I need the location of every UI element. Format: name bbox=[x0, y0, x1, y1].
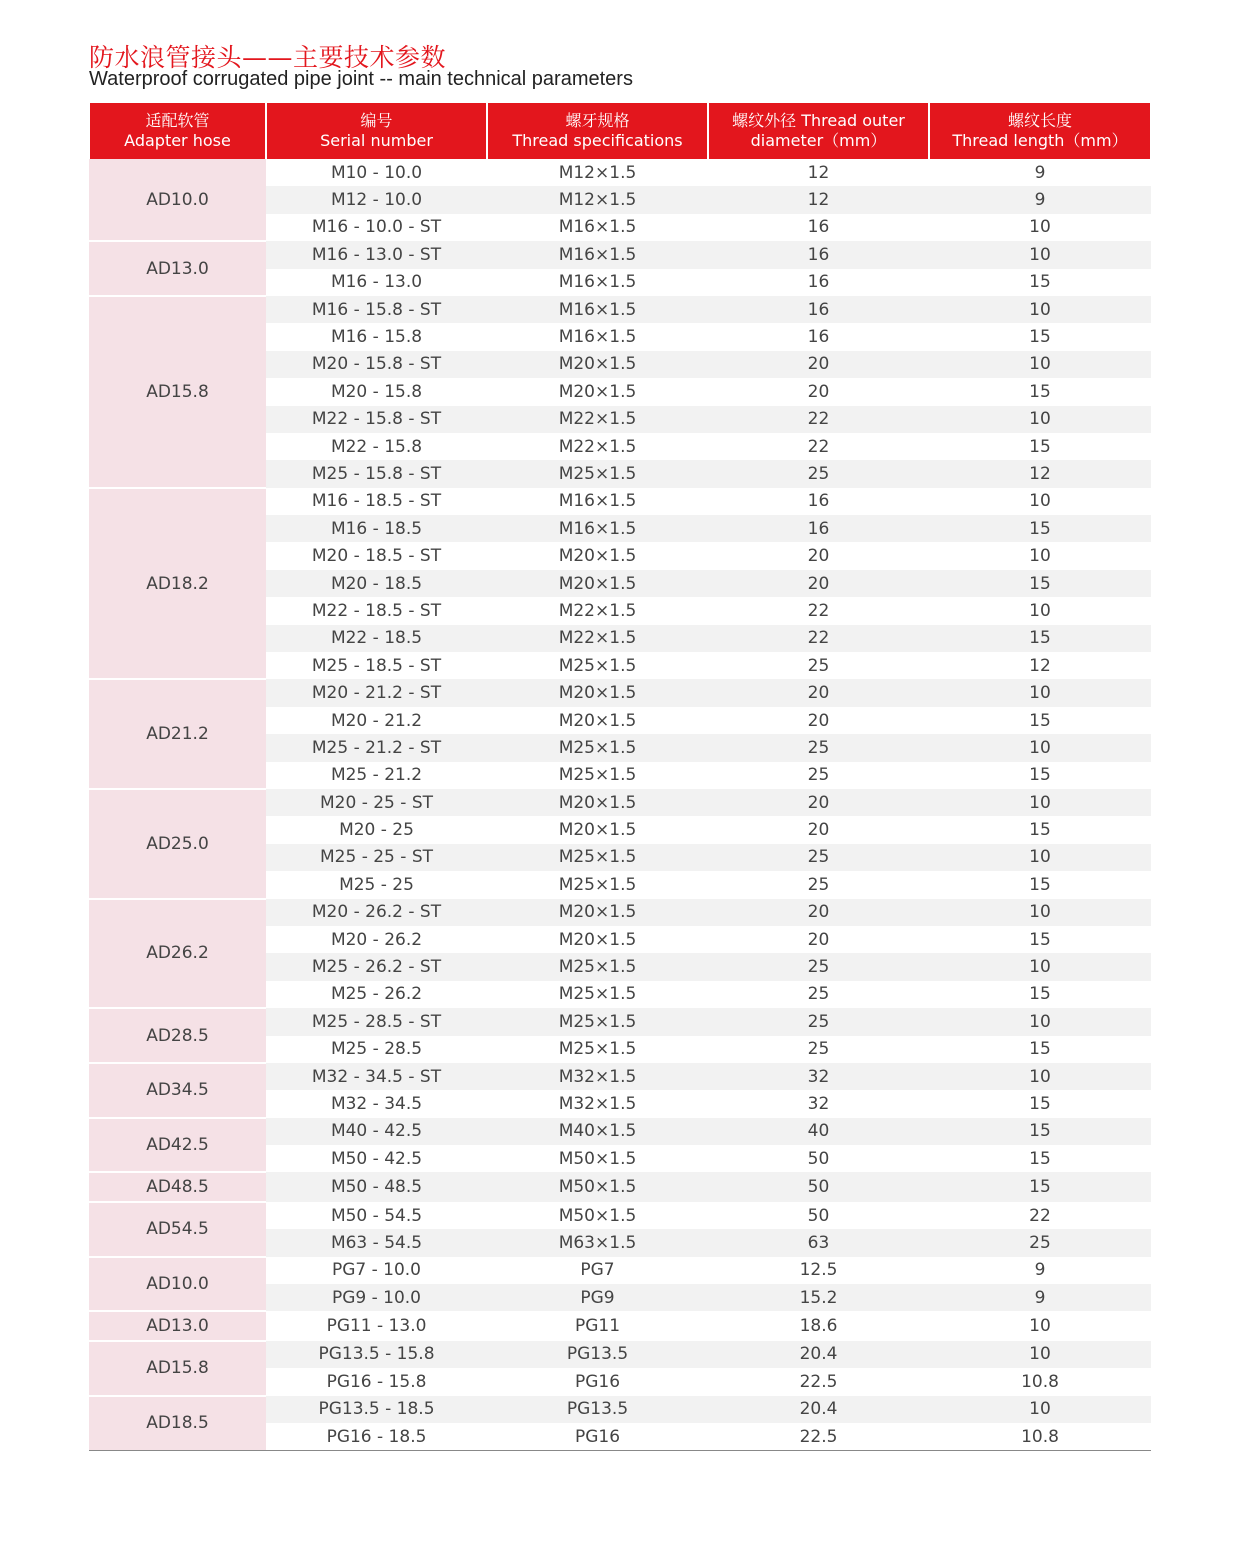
thread-length-cell: 15 bbox=[1029, 381, 1051, 402]
thread-spec-cell: PG13.5 bbox=[487, 1341, 708, 1368]
thread-length-cell: 15 bbox=[1029, 1093, 1051, 1114]
thread-diameter-cell: 25 bbox=[708, 844, 929, 871]
thread-spec-cell: M40×1.5 bbox=[487, 1118, 708, 1145]
serial-number-cell: M16 - 15.8 bbox=[330, 327, 423, 348]
thread-diameter-cell: 22 bbox=[807, 600, 830, 621]
thread-diameter-cell: 25 bbox=[807, 874, 830, 895]
serial-number-cell: M22 - 15.8 - ST bbox=[266, 406, 487, 433]
thread-length-cell: 10.8 bbox=[1021, 1371, 1059, 1392]
thread-length-cell: 10 bbox=[1029, 217, 1051, 238]
thread-spec-cell: M20×1.5 bbox=[487, 789, 708, 816]
thread-spec-cell: M22×1.5 bbox=[558, 436, 637, 457]
adapter-hose-cell: AD48.5 bbox=[89, 1172, 266, 1201]
thread-length-cell: 10 bbox=[929, 899, 1151, 926]
thread-diameter-cell: 12 bbox=[807, 162, 830, 183]
adapter-hose-cell: AD42.5 bbox=[89, 1118, 266, 1173]
thread-spec-cell: M16×1.5 bbox=[487, 296, 708, 323]
thread-spec-cell: M16×1.5 bbox=[487, 515, 708, 542]
thread-length-cell: 10 bbox=[1029, 1316, 1051, 1337]
table-row bbox=[89, 1008, 1151, 1035]
header-cn: 编号 bbox=[360, 111, 393, 130]
thread-diameter-cell: 12.5 bbox=[799, 1260, 838, 1281]
header-cn: 适配软管 bbox=[145, 111, 210, 130]
serial-number-cell: M20 - 18.5 - ST bbox=[311, 546, 442, 567]
header-en: diameter（mm） bbox=[750, 131, 887, 150]
thread-diameter-cell: 25 bbox=[807, 1039, 830, 1060]
table-row bbox=[89, 1341, 1151, 1368]
thread-spec-cell: M20×1.5 bbox=[558, 929, 637, 950]
header-cn: 螺纹长度 bbox=[1007, 111, 1072, 130]
thread-spec-cell: M25×1.5 bbox=[487, 844, 708, 871]
thread-length-cell: 15 bbox=[1029, 710, 1051, 731]
thread-length-cell: 15 bbox=[1029, 929, 1051, 950]
thread-length-cell: 15 bbox=[1029, 327, 1051, 348]
thread-spec-cell: PG13.5 bbox=[487, 1396, 708, 1423]
serial-number-cell: M20 - 15.8 - ST bbox=[266, 351, 487, 378]
thread-diameter-cell: 20 bbox=[708, 679, 929, 706]
serial-number-cell: M20 - 26.2 bbox=[330, 929, 423, 950]
adapter-hose-cell: AD15.8 bbox=[89, 296, 266, 488]
table-row bbox=[89, 679, 1151, 706]
table-row bbox=[89, 1118, 1151, 1145]
thread-length-cell: 10 bbox=[929, 734, 1151, 761]
thread-length-cell: 10.8 bbox=[929, 1423, 1151, 1451]
adapter-hose-cell: AD54.5 bbox=[89, 1202, 266, 1257]
adapter-hose-cell: AD26.2 bbox=[89, 899, 266, 1009]
thread-spec-cell: M16×1.5 bbox=[558, 491, 637, 512]
thread-length-cell: 9 bbox=[929, 186, 1151, 213]
serial-number-cell: M16 - 13.0 bbox=[330, 272, 423, 293]
page-title-cn: 防水浪管接头——主要技术参数 bbox=[89, 43, 447, 72]
thread-length-cell: 10 bbox=[929, 953, 1151, 980]
thread-spec-cell: M12×1.5 bbox=[558, 162, 637, 183]
adapter-hose-cell: AD10.0 bbox=[89, 1257, 266, 1312]
thread-spec-cell: M25×1.5 bbox=[487, 460, 708, 487]
thread-length-cell: 15 bbox=[929, 1172, 1151, 1201]
table-row bbox=[89, 1311, 1151, 1340]
header-en: Serial number bbox=[320, 131, 433, 150]
thread-spec-cell: M50×1.5 bbox=[487, 1172, 708, 1201]
header-thread-length bbox=[929, 103, 1151, 159]
thread-spec-cell: PG16 bbox=[487, 1423, 708, 1451]
thread-diameter-cell: 25 bbox=[807, 655, 830, 676]
thread-spec-cell: M20×1.5 bbox=[558, 381, 637, 402]
thread-diameter-cell: 20 bbox=[807, 381, 830, 402]
header-cn: 螺纹外径 Thread outer bbox=[732, 111, 905, 130]
serial-number-cell: M16 - 18.5 bbox=[266, 515, 487, 542]
serial-number-cell: M25 - 28.5 bbox=[330, 1039, 423, 1060]
thread-diameter-cell: 20.4 bbox=[708, 1396, 929, 1423]
thread-spec-cell: M25×1.5 bbox=[558, 984, 637, 1005]
thread-spec-cell: M16×1.5 bbox=[558, 217, 637, 238]
thread-spec-cell: M20×1.5 bbox=[558, 546, 637, 567]
thread-spec-cell: M25×1.5 bbox=[558, 765, 637, 786]
thread-length-cell: 15 bbox=[1029, 1039, 1051, 1060]
thread-spec-cell: PG9 bbox=[487, 1284, 708, 1311]
thread-spec-cell: M32×1.5 bbox=[558, 1093, 637, 1114]
thread-length-cell: 12 bbox=[929, 460, 1151, 487]
serial-number-cell: M16 - 13.0 - ST bbox=[266, 241, 487, 268]
thread-length-cell: 15 bbox=[1029, 820, 1051, 841]
thread-spec-cell: M20×1.5 bbox=[487, 899, 708, 926]
thread-diameter-cell: 16 bbox=[708, 241, 929, 268]
thread-spec-cell: M20×1.5 bbox=[487, 570, 708, 597]
thread-length-cell: 15 bbox=[1029, 272, 1051, 293]
thread-spec-cell: PG11 bbox=[574, 1316, 621, 1337]
table-body bbox=[89, 159, 1151, 1451]
header-thread-diameter bbox=[708, 103, 929, 159]
table-row bbox=[89, 159, 1151, 186]
thread-length-cell: 10 bbox=[929, 1341, 1151, 1368]
thread-diameter-cell: 50 bbox=[807, 1205, 830, 1226]
serial-number-cell: M16 - 10.0 - ST bbox=[311, 217, 442, 238]
serial-number-cell: PG11 - 13.0 bbox=[326, 1316, 427, 1337]
adapter-hose-cell: AD13.0 bbox=[89, 1311, 266, 1340]
thread-spec-cell: M32×1.5 bbox=[487, 1063, 708, 1090]
table-row bbox=[89, 1202, 1151, 1229]
thread-spec-cell: M12×1.5 bbox=[487, 186, 708, 213]
table-row bbox=[89, 1063, 1151, 1090]
thread-length-cell: 9 bbox=[1034, 1260, 1046, 1281]
thread-spec-cell: M22×1.5 bbox=[558, 600, 637, 621]
serial-number-cell: PG16 - 18.5 bbox=[266, 1423, 487, 1451]
serial-number-cell: PG16 - 15.8 bbox=[326, 1371, 427, 1392]
adapter-hose-cell: AD18.5 bbox=[89, 1396, 266, 1451]
thread-diameter-cell: 20 bbox=[708, 789, 929, 816]
thread-diameter-cell: 16 bbox=[807, 217, 830, 238]
serial-number-cell: PG9 - 10.0 bbox=[266, 1284, 487, 1311]
thread-length-cell: 12 bbox=[1029, 655, 1051, 676]
serial-number-cell: PG13.5 - 15.8 bbox=[266, 1341, 487, 1368]
thread-diameter-cell: 15.2 bbox=[708, 1284, 929, 1311]
serial-number-cell: M25 - 21.2 bbox=[330, 765, 423, 786]
thread-length-cell: 10 bbox=[1029, 546, 1051, 567]
thread-diameter-cell: 32 bbox=[708, 1063, 929, 1090]
adapter-hose-cell: AD10.0 bbox=[89, 159, 266, 241]
thread-diameter-cell: 20 bbox=[807, 820, 830, 841]
adapter-hose-cell: AD18.2 bbox=[89, 488, 266, 680]
thread-spec-cell: M16×1.5 bbox=[558, 272, 637, 293]
serial-number-cell: M50 - 48.5 bbox=[266, 1172, 487, 1201]
thread-length-cell: 10 bbox=[929, 406, 1151, 433]
thread-length-cell: 15 bbox=[1029, 984, 1051, 1005]
thread-length-cell: 9 bbox=[929, 1284, 1151, 1311]
thread-diameter-cell: 22 bbox=[807, 436, 830, 457]
serial-number-cell: M32 - 34.5 - ST bbox=[266, 1063, 487, 1090]
spec-table bbox=[88, 103, 1152, 1451]
serial-number-cell: M25 - 21.2 - ST bbox=[266, 734, 487, 761]
thread-diameter-cell: 50 bbox=[708, 1172, 929, 1201]
thread-length-cell: 10 bbox=[929, 1008, 1151, 1035]
thread-length-cell: 15 bbox=[929, 515, 1151, 542]
thread-spec-cell: M16×1.5 bbox=[487, 241, 708, 268]
thread-spec-cell: M25×1.5 bbox=[558, 874, 637, 895]
thread-spec-cell: M22×1.5 bbox=[487, 406, 708, 433]
thread-length-cell: 10 bbox=[1029, 491, 1051, 512]
thread-spec-cell: M20×1.5 bbox=[558, 710, 637, 731]
table-row bbox=[89, 1257, 1151, 1284]
thread-spec-cell: M20×1.5 bbox=[558, 820, 637, 841]
thread-diameter-cell: 22 bbox=[708, 406, 929, 433]
serial-number-cell: M20 - 26.2 - ST bbox=[266, 899, 487, 926]
thread-spec-cell: M25×1.5 bbox=[487, 734, 708, 761]
thread-diameter-cell: 25 bbox=[708, 1008, 929, 1035]
table-row bbox=[89, 899, 1151, 926]
thread-spec-cell: M25×1.5 bbox=[487, 1008, 708, 1035]
thread-length-cell: 10 bbox=[929, 679, 1151, 706]
thread-diameter-cell: 16 bbox=[708, 515, 929, 542]
serial-number-cell: M20 - 15.8 bbox=[330, 381, 423, 402]
serial-number-cell: M25 - 26.2 - ST bbox=[266, 953, 487, 980]
header-en: Thread specifications bbox=[512, 131, 683, 150]
table-row bbox=[89, 1172, 1151, 1201]
serial-number-cell: M25 - 18.5 - ST bbox=[311, 655, 442, 676]
serial-number-cell: M25 - 15.8 - ST bbox=[266, 460, 487, 487]
thread-length-cell: 10 bbox=[929, 351, 1151, 378]
thread-diameter-cell: 20 bbox=[807, 546, 830, 567]
serial-number-cell: M22 - 18.5 - ST bbox=[311, 600, 442, 621]
serial-number-cell: M20 - 21.2 bbox=[330, 710, 423, 731]
header-en: Adapter hose bbox=[124, 131, 231, 150]
thread-length-cell: 15 bbox=[929, 1118, 1151, 1145]
thread-diameter-cell: 25 bbox=[807, 984, 830, 1005]
thread-diameter-cell: 16 bbox=[807, 491, 830, 512]
thread-length-cell: 15 bbox=[929, 625, 1151, 652]
thread-diameter-cell: 22.5 bbox=[708, 1423, 929, 1451]
thread-spec-cell: M50×1.5 bbox=[558, 1148, 637, 1169]
thread-diameter-cell: 20 bbox=[807, 929, 830, 950]
thread-diameter-cell: 20 bbox=[708, 570, 929, 597]
thread-length-cell: 15 bbox=[1029, 765, 1051, 786]
thread-length-cell: 15 bbox=[1029, 874, 1051, 895]
thread-spec-cell: PG7 bbox=[580, 1260, 615, 1281]
adapter-hose-cell: AD21.2 bbox=[89, 679, 266, 789]
thread-diameter-cell: 20 bbox=[708, 899, 929, 926]
thread-diameter-cell: 50 bbox=[807, 1148, 830, 1169]
serial-number-cell: M22 - 15.8 bbox=[330, 436, 423, 457]
thread-length-cell: 10 bbox=[1029, 600, 1051, 621]
table-row bbox=[89, 789, 1151, 816]
table-row bbox=[89, 241, 1151, 268]
header-serial-number bbox=[266, 103, 487, 159]
header-thread-spec bbox=[487, 103, 708, 159]
serial-number-cell: M32 - 34.5 bbox=[330, 1093, 423, 1114]
thread-length-cell: 25 bbox=[929, 1229, 1151, 1256]
serial-number-cell: M12 - 10.0 bbox=[266, 186, 487, 213]
thread-diameter-cell: 25 bbox=[708, 460, 929, 487]
thread-diameter-cell: 20 bbox=[807, 710, 830, 731]
thread-spec-cell: M50×1.5 bbox=[558, 1205, 637, 1226]
thread-diameter-cell: 20.4 bbox=[708, 1341, 929, 1368]
thread-diameter-cell: 25 bbox=[807, 765, 830, 786]
serial-number-cell: M63 - 54.5 bbox=[266, 1229, 487, 1256]
thread-diameter-cell: 18.6 bbox=[799, 1316, 838, 1337]
table-row bbox=[89, 1396, 1151, 1423]
serial-number-cell: M50 - 54.5 bbox=[330, 1205, 423, 1226]
thread-spec-cell: M25×1.5 bbox=[558, 655, 637, 676]
serial-number-cell: M25 - 25 bbox=[339, 874, 414, 895]
serial-number-cell: M10 - 10.0 bbox=[330, 162, 423, 183]
page-title-en: Waterproof corrugated pipe joint -- main technical parameters bbox=[89, 68, 633, 90]
serial-number-cell: M50 - 42.5 bbox=[330, 1148, 423, 1169]
serial-number-cell: M20 - 21.2 - ST bbox=[266, 679, 487, 706]
header-en: Thread length（mm） bbox=[952, 131, 1128, 150]
adapter-hose-cell: AD34.5 bbox=[89, 1063, 266, 1118]
adapter-hose-cell: AD28.5 bbox=[89, 1008, 266, 1063]
serial-number-cell: M25 - 26.2 bbox=[330, 984, 423, 1005]
thread-spec-cell: M20×1.5 bbox=[487, 679, 708, 706]
thread-diameter-cell: 16 bbox=[708, 296, 929, 323]
serial-number-cell: M20 - 25 - ST bbox=[266, 789, 487, 816]
adapter-hose-cell: AD13.0 bbox=[89, 241, 266, 296]
thread-length-cell: 10 bbox=[929, 789, 1151, 816]
thread-diameter-cell: 16 bbox=[807, 327, 830, 348]
header-adapter-hose bbox=[89, 103, 266, 159]
table-row bbox=[89, 296, 1151, 323]
thread-length-cell: 15 bbox=[1029, 436, 1051, 457]
thread-diameter-cell: 12 bbox=[708, 186, 929, 213]
serial-number-cell: M16 - 15.8 - ST bbox=[266, 296, 487, 323]
table-header-row bbox=[89, 103, 1151, 159]
thread-spec-cell: M63×1.5 bbox=[487, 1229, 708, 1256]
thread-length-cell: 10 bbox=[929, 1396, 1151, 1423]
header-cn: 螺牙规格 bbox=[565, 111, 630, 130]
serial-number-cell: M22 - 18.5 bbox=[266, 625, 487, 652]
thread-diameter-cell: 20 bbox=[708, 351, 929, 378]
serial-number-cell: PG13.5 - 18.5 bbox=[266, 1396, 487, 1423]
thread-diameter-cell: 22 bbox=[708, 625, 929, 652]
table-row bbox=[89, 488, 1151, 515]
thread-diameter-cell: 22.5 bbox=[799, 1371, 838, 1392]
thread-spec-cell: M16×1.5 bbox=[558, 327, 637, 348]
thread-diameter-cell: 63 bbox=[708, 1229, 929, 1256]
adapter-hose-cell: AD25.0 bbox=[89, 789, 266, 899]
serial-number-cell: M16 - 18.5 - ST bbox=[311, 491, 442, 512]
serial-number-cell: M40 - 42.5 bbox=[266, 1118, 487, 1145]
thread-length-cell: 15 bbox=[929, 570, 1151, 597]
serial-number-cell: M25 - 28.5 - ST bbox=[266, 1008, 487, 1035]
thread-length-cell: 15 bbox=[1029, 1148, 1051, 1169]
thread-diameter-cell: 40 bbox=[708, 1118, 929, 1145]
serial-number-cell: M20 - 18.5 bbox=[266, 570, 487, 597]
serial-number-cell: M25 - 25 - ST bbox=[266, 844, 487, 871]
thread-length-cell: 9 bbox=[1034, 162, 1046, 183]
thread-spec-cell: M25×1.5 bbox=[487, 953, 708, 980]
thread-spec-cell: PG16 bbox=[574, 1371, 621, 1392]
thread-spec-cell: M20×1.5 bbox=[487, 351, 708, 378]
thread-diameter-cell: 32 bbox=[807, 1093, 830, 1114]
thread-length-cell: 10 bbox=[929, 296, 1151, 323]
thread-spec-cell: M25×1.5 bbox=[558, 1039, 637, 1060]
thread-diameter-cell: 25 bbox=[708, 953, 929, 980]
adapter-hose-cell: AD15.8 bbox=[89, 1341, 266, 1396]
serial-number-cell: M20 - 25 bbox=[339, 820, 414, 841]
serial-number-cell: PG7 - 10.0 bbox=[331, 1260, 422, 1281]
thread-diameter-cell: 25 bbox=[708, 734, 929, 761]
thread-length-cell: 10 bbox=[929, 241, 1151, 268]
thread-length-cell: 10 bbox=[929, 844, 1151, 871]
thread-length-cell: 10 bbox=[929, 1063, 1151, 1090]
thread-diameter-cell: 16 bbox=[807, 272, 830, 293]
thread-length-cell: 22 bbox=[1029, 1205, 1051, 1226]
thread-spec-cell: M22×1.5 bbox=[487, 625, 708, 652]
